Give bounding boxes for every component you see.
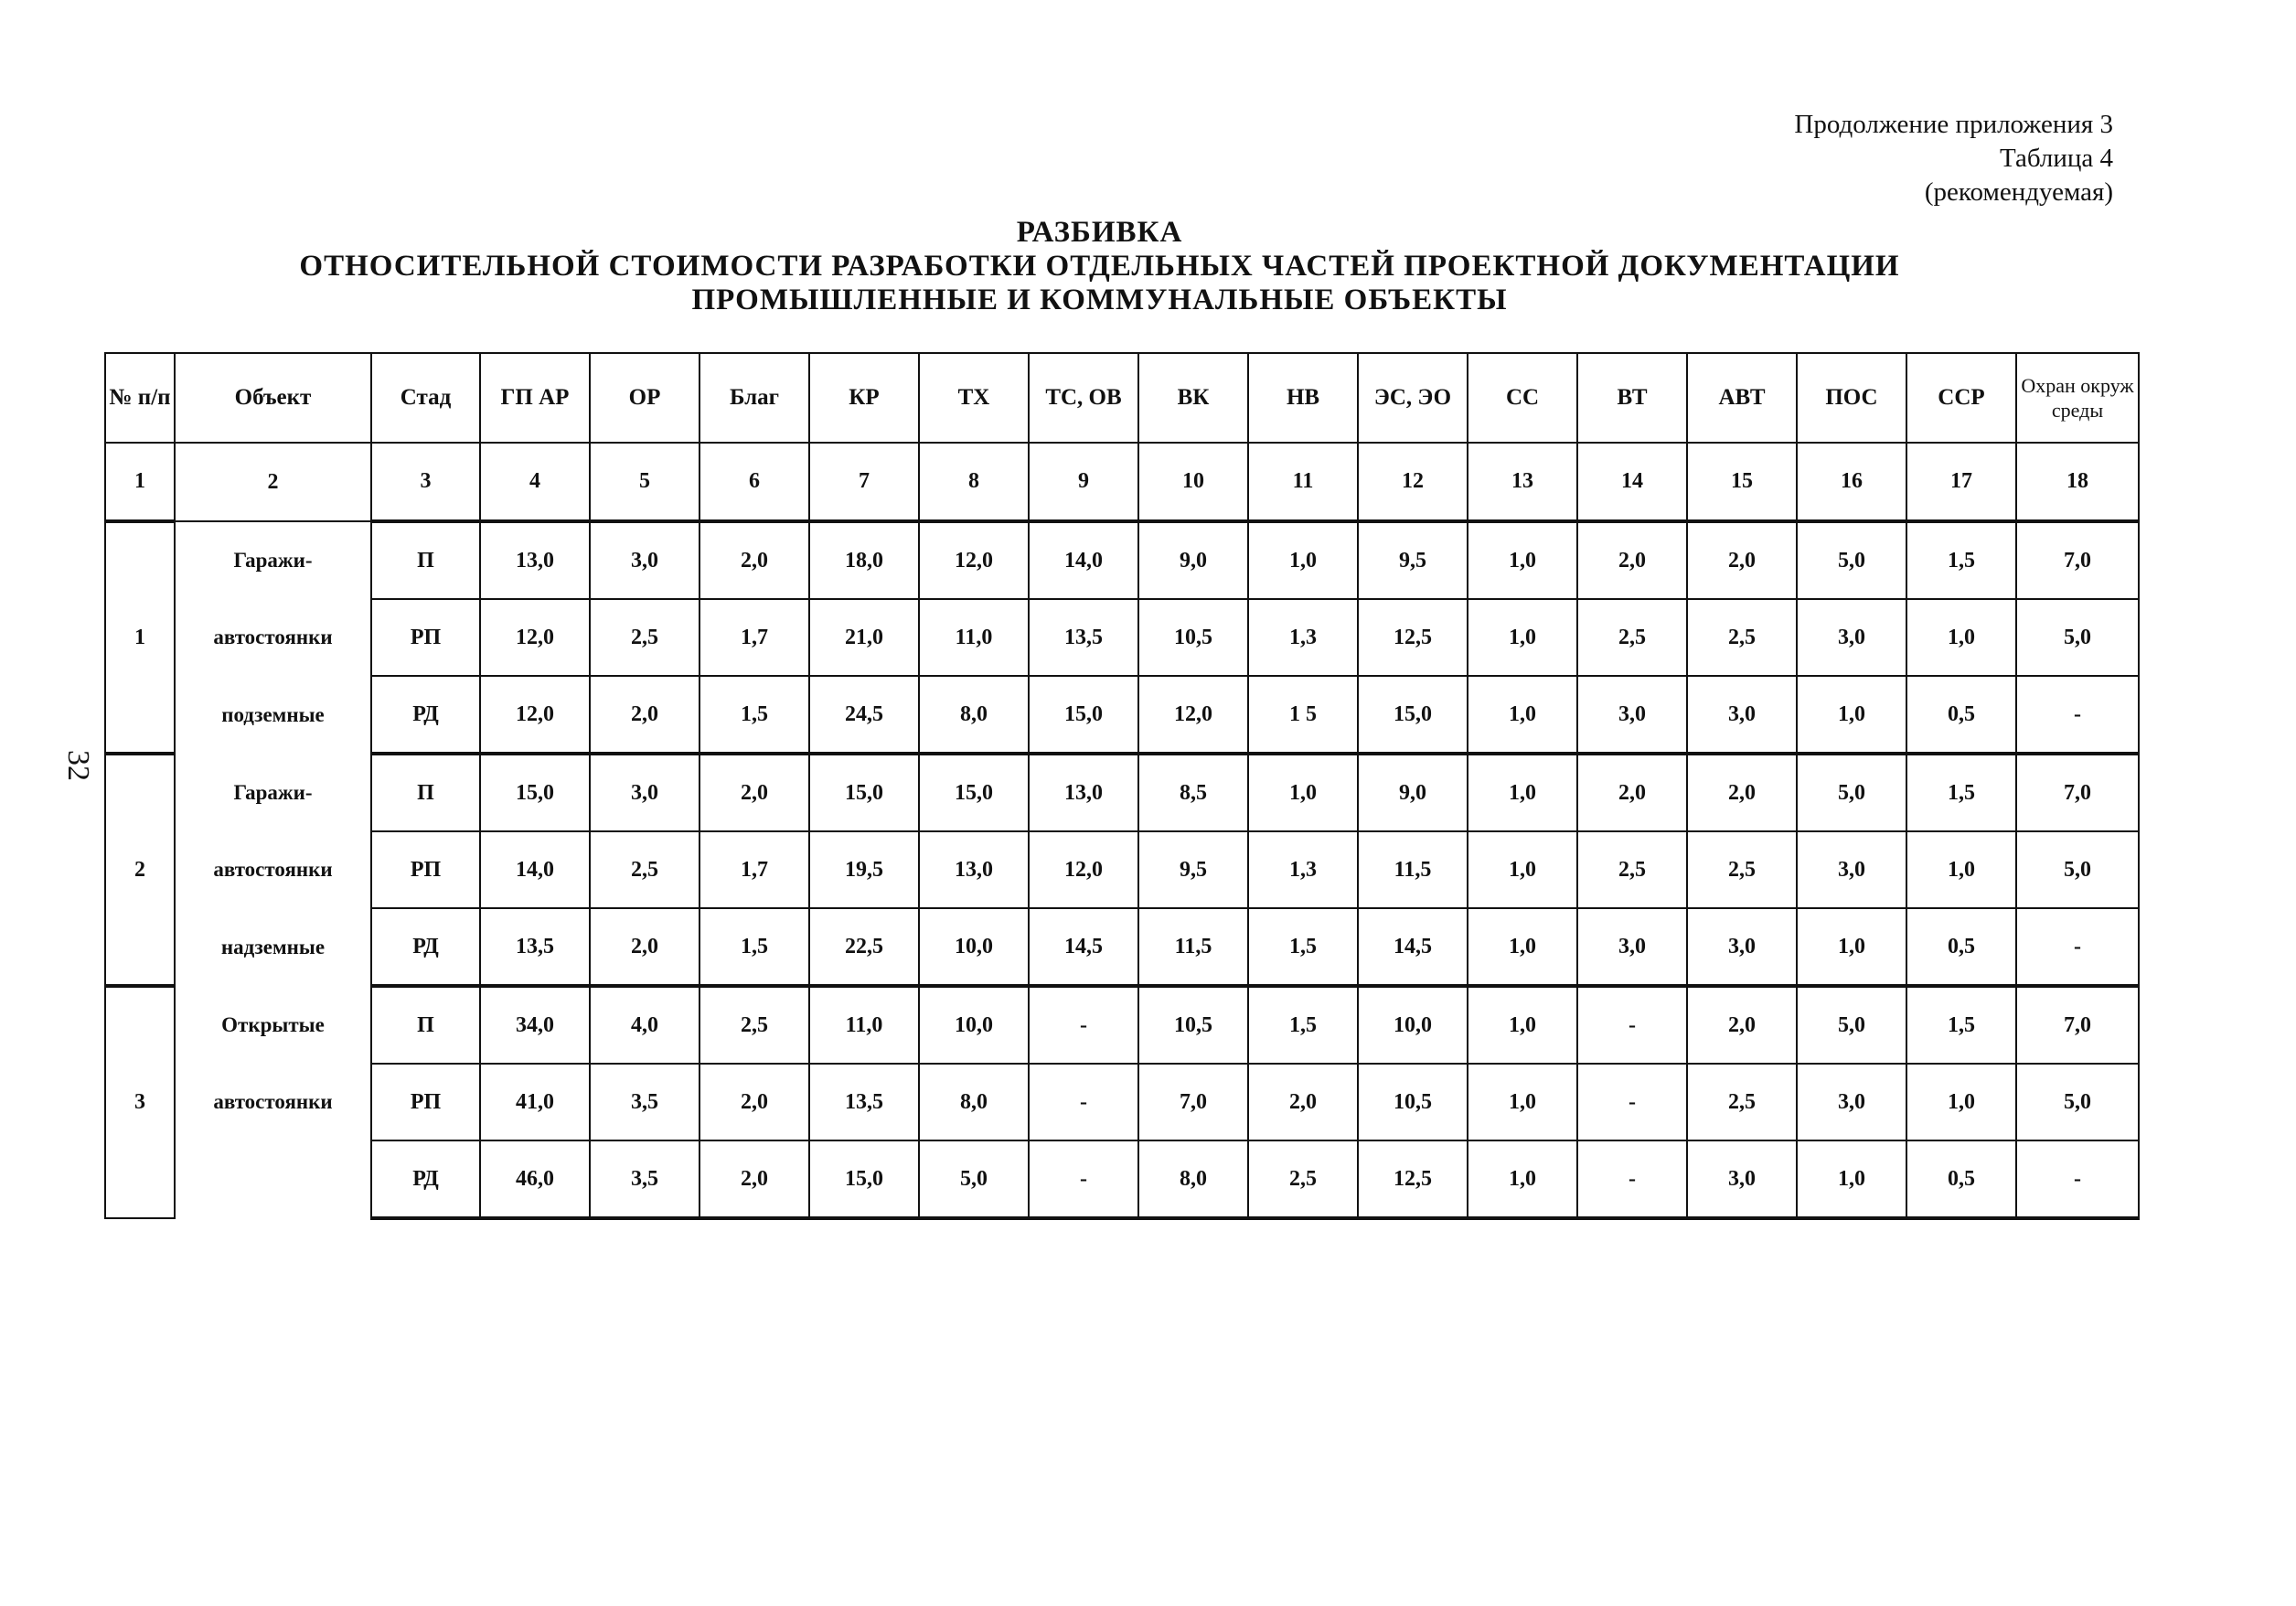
value-cell: 12,0: [919, 521, 1029, 599]
value-cell: 3,5: [590, 1140, 699, 1218]
value-cell: 13,5: [1029, 599, 1138, 676]
value-cell: 1,7: [699, 831, 809, 908]
appendix-caption: [1794, 108, 2113, 209]
value-cell: 9,0: [1358, 754, 1468, 831]
column-number: 1: [105, 443, 175, 521]
value-cell: 2,5: [1687, 599, 1797, 676]
column-header: Охран окруж среды: [2016, 353, 2139, 443]
column-number: 7: [809, 443, 919, 521]
value-cell: 1,0: [1797, 1140, 1906, 1218]
column-header: ТС, ОВ: [1029, 353, 1138, 443]
column-header: ВТ: [1577, 353, 1687, 443]
value-cell: 1,0: [1468, 754, 1577, 831]
object-name: надземные: [175, 908, 371, 986]
value-cell: 3,0: [1687, 908, 1797, 986]
value-cell: 3,0: [590, 521, 699, 599]
stage-cell: РД: [371, 908, 480, 986]
value-cell: 1,0: [1468, 908, 1577, 986]
value-cell: 2,0: [699, 1064, 809, 1140]
value-cell: 2,0: [699, 754, 809, 831]
page-number: 32: [61, 750, 95, 781]
value-cell: 3,0: [1797, 1064, 1906, 1140]
row-number: 3: [105, 986, 175, 1218]
value-cell: 1,0: [1468, 676, 1577, 754]
value-cell: 10,0: [919, 908, 1029, 986]
stage-cell: РП: [371, 599, 480, 676]
table-body: [105, 353, 2139, 1218]
value-cell: 0,5: [1906, 676, 2016, 754]
value-cell: 14,5: [1029, 908, 1138, 986]
table-row: [105, 1140, 2139, 1218]
value-cell: 15,0: [809, 754, 919, 831]
column-number: 11: [1248, 443, 1358, 521]
object-name: подземные: [175, 676, 371, 754]
column-header: АВТ: [1687, 353, 1797, 443]
value-cell: 11,0: [919, 599, 1029, 676]
value-cell: 3,0: [1797, 599, 1906, 676]
value-cell: 10,0: [1358, 986, 1468, 1064]
value-cell: 13,5: [809, 1064, 919, 1140]
stage-cell: П: [371, 521, 480, 599]
value-cell: -: [2016, 1140, 2139, 1218]
document-title: [0, 216, 2199, 317]
object-name: Гаражи-: [175, 521, 371, 599]
value-cell: 15,0: [809, 1140, 919, 1218]
object-name: автостоянки: [175, 1064, 371, 1140]
value-cell: 46,0: [480, 1140, 590, 1218]
stage-cell: П: [371, 754, 480, 831]
value-cell: 1,5: [1906, 986, 2016, 1064]
title-line-1: РАЗБИВКА: [1016, 216, 1183, 249]
object-name: автостоянки: [175, 831, 371, 908]
column-number: 10: [1138, 443, 1248, 521]
value-cell: 2,0: [1687, 754, 1797, 831]
table-row: [105, 1064, 2139, 1140]
column-number: 2: [175, 443, 371, 521]
value-cell: 1,5: [1248, 986, 1358, 1064]
value-cell: 2,0: [1248, 1064, 1358, 1140]
value-cell: 5,0: [919, 1140, 1029, 1218]
value-cell: 5,0: [2016, 1064, 2139, 1140]
value-cell: 3,5: [590, 1064, 699, 1140]
column-header: ЭС, ЭО: [1358, 353, 1468, 443]
row-number: 1: [105, 521, 175, 754]
title-line-2: ОТНОСИТЕЛЬНОЙ СТОИМОСТИ РАЗРАБОТКИ ОТДЕЛЬНЫХ ЧАСТЕЙ ПРОЕКТНОЙ ДОКУМЕНТАЦИИ: [299, 250, 1900, 283]
value-cell: 12,0: [1029, 831, 1138, 908]
column-header: ВК: [1138, 353, 1248, 443]
column-number: 8: [919, 443, 1029, 521]
value-cell: 11,0: [809, 986, 919, 1064]
table-number: Таблица 4: [1999, 144, 2113, 173]
value-cell: 10,5: [1138, 986, 1248, 1064]
value-cell: 8,5: [1138, 754, 1248, 831]
column-header: СС: [1468, 353, 1577, 443]
value-cell: -: [1577, 1064, 1687, 1140]
value-cell: 1,0: [1468, 986, 1577, 1064]
value-cell: 5,0: [2016, 831, 2139, 908]
header-row: [105, 353, 2139, 443]
table-row: [105, 521, 2139, 599]
value-cell: 10,0: [919, 986, 1029, 1064]
column-header: ТХ: [919, 353, 1029, 443]
value-cell: 12,0: [1138, 676, 1248, 754]
value-cell: 0,5: [1906, 908, 2016, 986]
column-number: 13: [1468, 443, 1577, 521]
value-cell: 13,5: [480, 908, 590, 986]
value-cell: 5,0: [2016, 599, 2139, 676]
value-cell: 2,0: [590, 676, 699, 754]
value-cell: 1 5: [1248, 676, 1358, 754]
stage-cell: РП: [371, 1064, 480, 1140]
value-cell: 18,0: [809, 521, 919, 599]
value-cell: 2,5: [1577, 599, 1687, 676]
column-number: 17: [1906, 443, 2016, 521]
value-cell: 8,0: [919, 1064, 1029, 1140]
value-cell: -: [1029, 1140, 1138, 1218]
value-cell: 14,0: [480, 831, 590, 908]
value-cell: 2,0: [1687, 986, 1797, 1064]
appendix-continuation: Продолжение приложения 3: [1794, 110, 2113, 139]
value-cell: 2,5: [1687, 1064, 1797, 1140]
value-cell: 11,5: [1138, 908, 1248, 986]
value-cell: 10,5: [1138, 599, 1248, 676]
value-cell: 12,0: [480, 599, 590, 676]
value-cell: 21,0: [809, 599, 919, 676]
object-name: автостоянки: [175, 599, 371, 676]
row-number: 2: [105, 754, 175, 986]
column-number: 9: [1029, 443, 1138, 521]
value-cell: 9,5: [1138, 831, 1248, 908]
value-cell: 1,3: [1248, 599, 1358, 676]
stage-cell: РП: [371, 831, 480, 908]
value-cell: 10,5: [1358, 1064, 1468, 1140]
table-row: [105, 599, 2139, 676]
column-header: НВ: [1248, 353, 1358, 443]
column-header: Благ: [699, 353, 809, 443]
value-cell: 34,0: [480, 986, 590, 1064]
value-cell: 0,5: [1906, 1140, 2016, 1218]
value-cell: 3,0: [1687, 1140, 1797, 1218]
value-cell: 7,0: [2016, 986, 2139, 1064]
value-cell: 15,0: [1029, 676, 1138, 754]
value-cell: -: [1029, 1064, 1138, 1140]
column-number: 3: [371, 443, 480, 521]
value-cell: 1,0: [1248, 754, 1358, 831]
value-cell: -: [2016, 676, 2139, 754]
value-cell: 41,0: [480, 1064, 590, 1140]
value-cell: 1,0: [1797, 908, 1906, 986]
value-cell: 1,0: [1906, 831, 2016, 908]
column-header: ГП АР: [480, 353, 590, 443]
value-cell: 24,5: [809, 676, 919, 754]
value-cell: 3,0: [1577, 676, 1687, 754]
value-cell: 3,0: [1687, 676, 1797, 754]
value-cell: 1,0: [1468, 1064, 1577, 1140]
value-cell: 1,5: [1906, 521, 2016, 599]
value-cell: -: [2016, 908, 2139, 986]
value-cell: 1,0: [1248, 521, 1358, 599]
object-name: [175, 1140, 371, 1218]
value-cell: 12,5: [1358, 599, 1468, 676]
column-number: 14: [1577, 443, 1687, 521]
value-cell: 2,0: [1687, 521, 1797, 599]
value-cell: 5,0: [1797, 754, 1906, 831]
value-cell: 2,5: [1577, 831, 1687, 908]
value-cell: 13,0: [919, 831, 1029, 908]
value-cell: 15,0: [919, 754, 1029, 831]
table-status: (рекомендуемая): [1924, 177, 2113, 207]
value-cell: 1,7: [699, 599, 809, 676]
table-row: [105, 676, 2139, 754]
value-cell: 1,5: [699, 676, 809, 754]
value-cell: 13,0: [1029, 754, 1138, 831]
value-cell: 1,0: [1906, 599, 2016, 676]
value-cell: 19,5: [809, 831, 919, 908]
value-cell: -: [1577, 986, 1687, 1064]
column-number: 15: [1687, 443, 1797, 521]
value-cell: 2,5: [590, 831, 699, 908]
value-cell: 3,0: [1577, 908, 1687, 986]
value-cell: -: [1577, 1140, 1687, 1218]
value-cell: 2,5: [1687, 831, 1797, 908]
value-cell: 12,0: [480, 676, 590, 754]
column-number: 12: [1358, 443, 1468, 521]
value-cell: 1,3: [1248, 831, 1358, 908]
value-cell: 1,5: [699, 908, 809, 986]
value-cell: -: [1029, 986, 1138, 1064]
value-cell: 1,0: [1468, 599, 1577, 676]
value-cell: 22,5: [809, 908, 919, 986]
column-number: 5: [590, 443, 699, 521]
table-row: [105, 986, 2139, 1064]
value-cell: 2,5: [699, 986, 809, 1064]
value-cell: 7,0: [2016, 754, 2139, 831]
value-cell: 1,5: [1248, 908, 1358, 986]
value-cell: 8,0: [1138, 1140, 1248, 1218]
object-name: Гаражи-: [175, 754, 371, 831]
value-cell: 15,0: [1358, 676, 1468, 754]
column-number-row: [105, 443, 2139, 521]
value-cell: 7,0: [2016, 521, 2139, 599]
cost-breakdown-table: [104, 352, 2140, 1220]
column-number: 16: [1797, 443, 1906, 521]
column-number: 4: [480, 443, 590, 521]
column-number: 6: [699, 443, 809, 521]
table-row: [105, 908, 2139, 986]
value-cell: 4,0: [590, 986, 699, 1064]
value-cell: 5,0: [1797, 986, 1906, 1064]
column-header: Объект: [175, 353, 371, 443]
value-cell: 1,0: [1797, 676, 1906, 754]
stage-cell: РД: [371, 676, 480, 754]
value-cell: 13,0: [480, 521, 590, 599]
stage-cell: РД: [371, 1140, 480, 1218]
value-cell: 1,0: [1906, 1064, 2016, 1140]
value-cell: 3,0: [590, 754, 699, 831]
object-name: Открытые: [175, 986, 371, 1064]
value-cell: 11,5: [1358, 831, 1468, 908]
value-cell: 2,0: [699, 1140, 809, 1218]
value-cell: 5,0: [1797, 521, 1906, 599]
value-cell: 2,0: [1577, 754, 1687, 831]
table-row: [105, 831, 2139, 908]
column-header: КР: [809, 353, 919, 443]
value-cell: 1,0: [1468, 831, 1577, 908]
value-cell: 2,0: [590, 908, 699, 986]
value-cell: 12,5: [1358, 1140, 1468, 1218]
value-cell: 2,5: [1248, 1140, 1358, 1218]
column-header: ССР: [1906, 353, 2016, 443]
value-cell: 14,5: [1358, 908, 1468, 986]
value-cell: 8,0: [919, 676, 1029, 754]
value-cell: 1,5: [1906, 754, 2016, 831]
value-cell: 9,5: [1358, 521, 1468, 599]
value-cell: 2,0: [1577, 521, 1687, 599]
column-header: ПОС: [1797, 353, 1906, 443]
column-number: 18: [2016, 443, 2139, 521]
value-cell: 2,0: [699, 521, 809, 599]
value-cell: 1,0: [1468, 521, 1577, 599]
title-line-3: ПРОМЫШЛЕННЫЕ И КОММУНАЛЬНЫЕ ОБЪЕКТЫ: [691, 284, 1508, 316]
stage-cell: П: [371, 986, 480, 1064]
value-cell: 2,5: [590, 599, 699, 676]
value-cell: 3,0: [1797, 831, 1906, 908]
column-header: ОР: [590, 353, 699, 443]
value-cell: 7,0: [1138, 1064, 1248, 1140]
column-header: Стад: [371, 353, 480, 443]
value-cell: 15,0: [480, 754, 590, 831]
table-row: [105, 754, 2139, 831]
column-header: № п/п: [105, 353, 175, 443]
value-cell: 1,0: [1468, 1140, 1577, 1218]
value-cell: 9,0: [1138, 521, 1248, 599]
value-cell: 14,0: [1029, 521, 1138, 599]
